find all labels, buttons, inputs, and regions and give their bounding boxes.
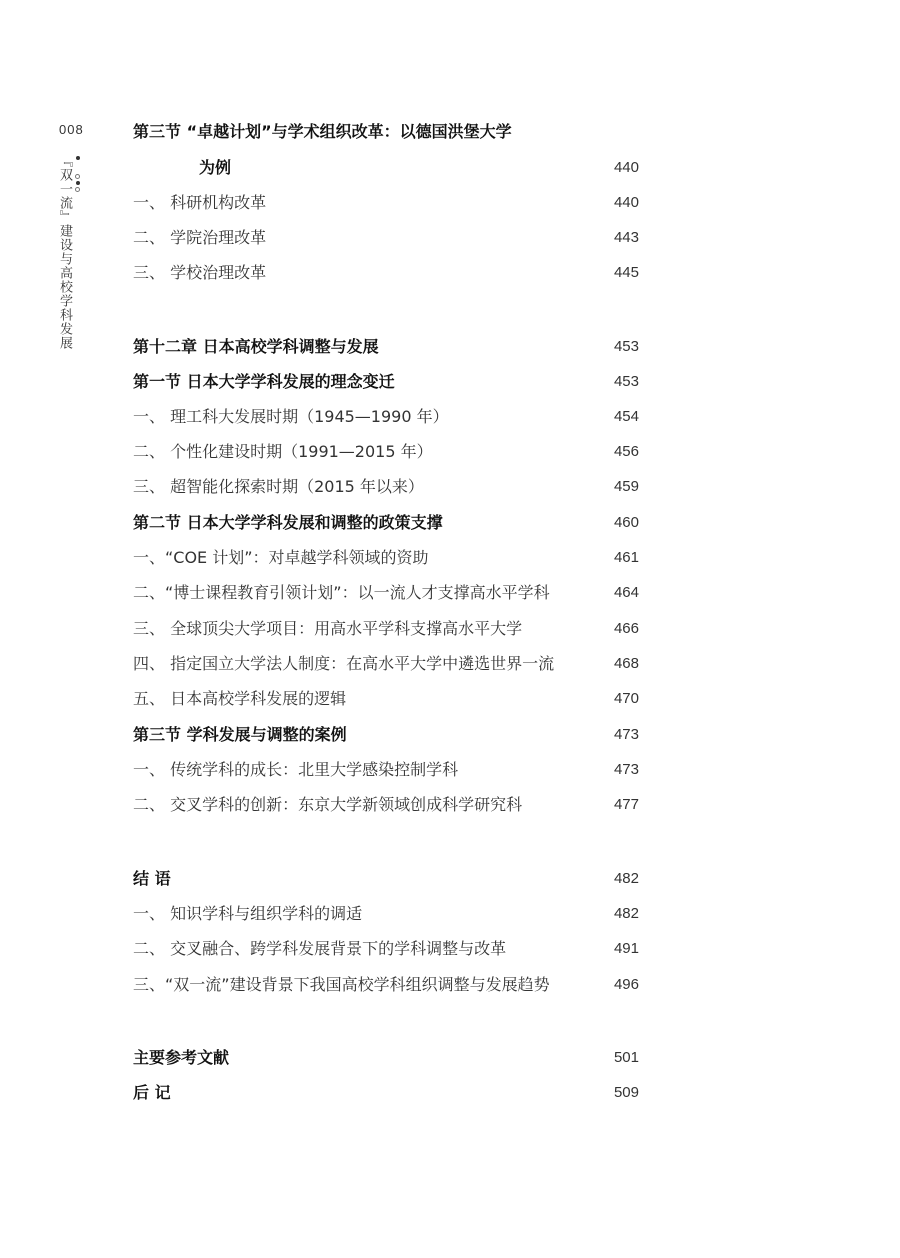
toc-entry[interactable]: [133, 1081, 639, 1105]
toc-entry-text: 一、 理工科大发展时期（1945—1990 年）: [133, 407, 449, 426]
toc-entry[interactable]: [133, 793, 639, 817]
toc-entry[interactable]: [133, 617, 639, 641]
toc-entry[interactable]: [133, 475, 639, 499]
toc-entry-text: 一、“COE 计划”：对卓越学科领域的资助: [133, 548, 429, 567]
toc-entry-text: 二、 学院治理改革: [133, 228, 267, 247]
toc-entry-page: 477: [613, 796, 639, 813]
toc-entry-page: 473: [613, 726, 639, 743]
toc-entry-page: 453: [613, 338, 639, 355]
toc-entry-page: 496: [613, 976, 639, 993]
toc-entry-text: 二、 个性化建设时期（1991—2015 年）: [133, 442, 433, 461]
toc-entry-page: 509: [613, 1084, 639, 1101]
toc-entry-page: 459: [613, 478, 639, 495]
toc-entry-page: 491: [613, 940, 639, 957]
side-dots-ornament: [75, 156, 80, 192]
toc-entry-text: 四、 指定国立大学法人制度：在高水平大学中遴选世界一流: [133, 654, 555, 673]
toc-entry[interactable]: [133, 440, 639, 464]
toc-entry[interactable]: [133, 1046, 639, 1070]
toc-entry-text: 二、 交叉学科的创新：东京大学新领域创成科学研究科: [133, 795, 523, 814]
toc-entry-text: 三、“双一流”建设背景下我国高校学科组织调整与发展趋势: [133, 975, 550, 994]
hollow-dot-icon: [75, 187, 80, 192]
toc-entry-page: 482: [613, 870, 639, 887]
toc-entry-page: 466: [613, 620, 639, 637]
toc-entry-text: 一、 知识学科与组织学科的调适: [133, 904, 363, 923]
toc-entry-text: 五、 日本高校学科发展的逻辑: [133, 689, 347, 708]
toc-entry-page: 454: [613, 408, 639, 425]
toc-entry-text: 第三节 学科发展与调整的案例: [133, 725, 347, 744]
toc-entry-text: 第十二章 日本高校学科调整与发展: [133, 337, 379, 356]
dot-icon: [76, 181, 80, 185]
toc-entry[interactable]: [133, 120, 639, 144]
toc-entry-page: 453: [613, 373, 639, 390]
toc-entry[interactable]: [133, 937, 639, 961]
toc-entry[interactable]: [133, 758, 639, 782]
hollow-dot-icon: [75, 174, 80, 179]
toc-entry-text: 为例: [199, 158, 232, 177]
toc-entry[interactable]: [133, 902, 639, 926]
toc-entry-page: 468: [613, 655, 639, 672]
toc-entry-page: 445: [613, 264, 639, 281]
toc-entry[interactable]: [133, 546, 639, 570]
toc-entry[interactable]: [133, 226, 639, 250]
toc-entry[interactable]: [133, 405, 639, 429]
toc-entry[interactable]: [133, 652, 639, 676]
toc-entry[interactable]: [133, 370, 639, 394]
page-number: 008: [59, 122, 84, 137]
toc-entry-text: 三、 学校治理改革: [133, 263, 267, 282]
toc-entry-text: 第二节 日本大学学科发展和调整的政策支撑: [133, 513, 443, 532]
toc-entry-text: 二、“博士课程教育引领计划”：以一流人才支撑高水平学科: [133, 583, 550, 602]
toc-entry-page: 440: [613, 194, 639, 211]
toc-entry[interactable]: [133, 156, 639, 180]
running-title: 『双一流』建设与高校学科发展: [57, 154, 72, 350]
toc-entry[interactable]: [133, 335, 639, 359]
toc-entry[interactable]: [133, 581, 639, 605]
toc-entry-text: 一、 传统学科的成长：北里大学感染控制学科: [133, 760, 459, 779]
dot-icon: [76, 156, 80, 160]
toc-entry-page: 464: [613, 584, 639, 601]
toc-entry-page: 460: [613, 514, 639, 531]
toc-entry-text: 后 记: [133, 1083, 171, 1102]
toc-entry-page: 443: [613, 229, 639, 246]
toc-entry-text: 主要参考文献: [133, 1048, 230, 1067]
toc-entry-text: 一、 科研机构改革: [133, 193, 267, 212]
toc-entry[interactable]: [133, 973, 639, 997]
toc-entry-page: 482: [613, 905, 639, 922]
toc-entry-text: 结 语: [133, 869, 171, 888]
toc-entry-page: 456: [613, 443, 639, 460]
toc-entry[interactable]: [133, 867, 639, 891]
toc-entry-text: 二、 交叉融合、跨学科发展背景下的学科调整与改革: [133, 939, 507, 958]
toc-entry-page: 461: [613, 549, 639, 566]
toc-entry-text: 第一节 日本大学学科发展的理念变迁: [133, 372, 395, 391]
toc-entry-page: 440: [613, 159, 639, 176]
toc-entry-text: 三、 超智能化探索时期（2015 年以来）: [133, 477, 424, 496]
toc-entry-text: 三、 全球顶尖大学项目：用高水平学科支撑高水平大学: [133, 619, 523, 638]
toc-entry-text: 第三节 “卓越计划”与学术组织改革：以德国洪堡大学: [133, 122, 512, 141]
toc-entry[interactable]: [133, 511, 639, 535]
toc-entry[interactable]: [133, 687, 639, 711]
toc-entry-page: 473: [613, 761, 639, 778]
toc-entry[interactable]: [133, 723, 639, 747]
toc-entry[interactable]: [133, 261, 639, 285]
toc-entry[interactable]: [133, 191, 639, 215]
toc-entry-page: 470: [613, 690, 639, 707]
toc-entry-page: 501: [613, 1049, 639, 1066]
